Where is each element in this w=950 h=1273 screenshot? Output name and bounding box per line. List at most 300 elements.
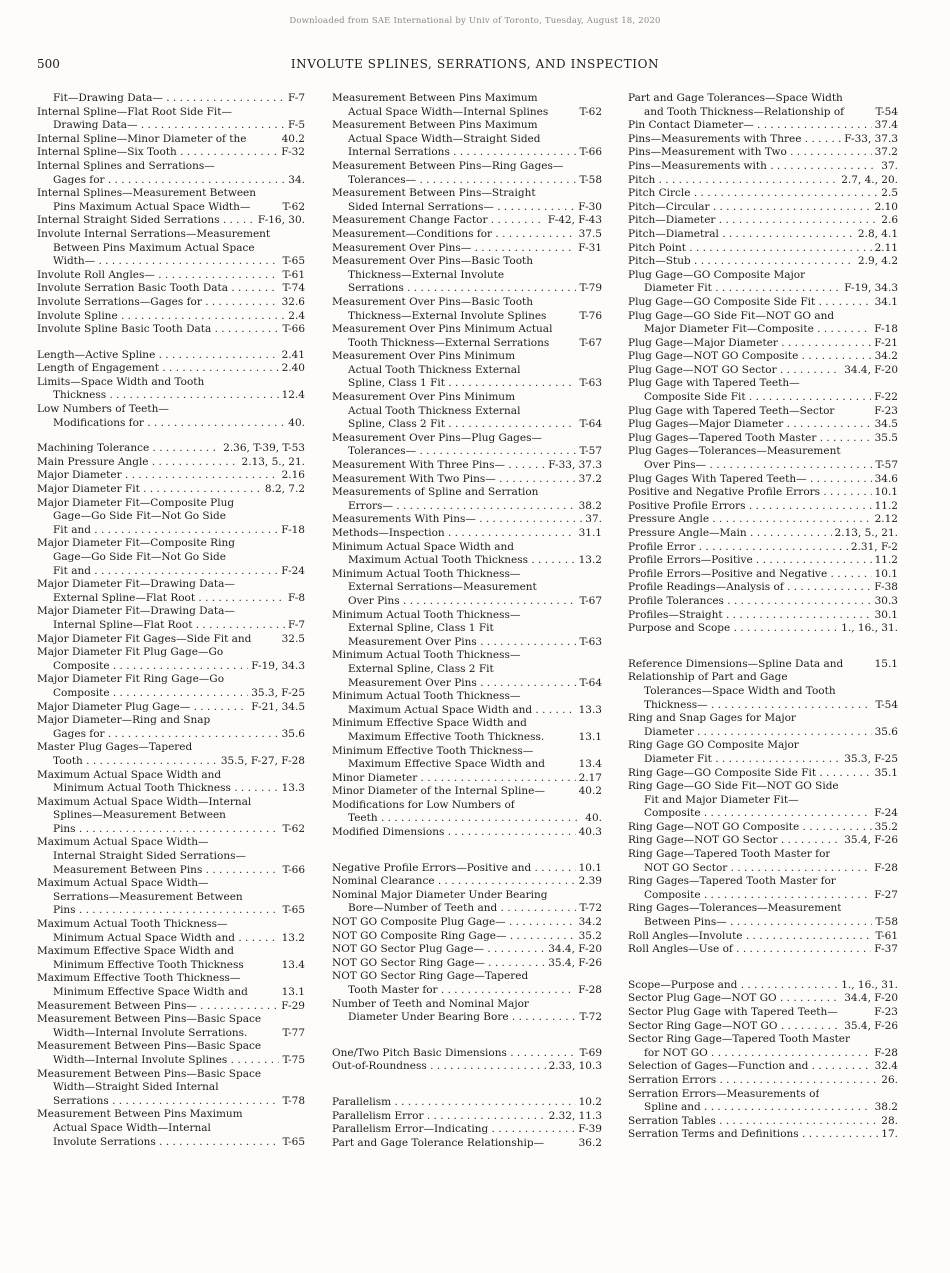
index-entry bbox=[628, 228, 898, 242]
index-entry bbox=[332, 930, 602, 944]
index-entry-text: External Spline—Flat Root . . . bbox=[53, 592, 285, 606]
index-entry-page: T-67 bbox=[579, 336, 602, 349]
index-entry bbox=[628, 568, 898, 582]
index-entry bbox=[628, 500, 898, 514]
index-entry-text: Plug Gages—Tolerances—Measurement bbox=[628, 445, 841, 458]
index-entry-text: Part and Gage Tolerance Relationship— bbox=[332, 1136, 545, 1149]
index-entry-page: 31.1 bbox=[578, 527, 602, 539]
index-entry-text: Plug Gage with Tapered Teeth—Sector bbox=[628, 404, 835, 417]
index-entry bbox=[37, 146, 305, 160]
index-entry-text: Plug Gage with Tapered Teeth— bbox=[628, 377, 800, 390]
index-entry-page: 35.6 bbox=[281, 727, 305, 740]
index-entry-text: Measurement Between Pins—Basic Space bbox=[37, 1013, 262, 1026]
index-entry bbox=[332, 799, 602, 826]
index-entry-page: 2.12 bbox=[874, 513, 898, 526]
index-entry-text: Involute Serrations . . . bbox=[53, 1136, 279, 1150]
index-entry-text: Composite . . . bbox=[644, 807, 871, 821]
index-entry-page: T-58 bbox=[579, 173, 602, 186]
index-entry-page: 15.1 bbox=[874, 657, 898, 670]
index-entry bbox=[332, 391, 602, 432]
index-entry-text: Teeth . . . bbox=[348, 812, 582, 826]
index-entry-page: 35.4, F-26 bbox=[548, 956, 602, 969]
index-entry-page: F-18 bbox=[281, 523, 305, 536]
index-entry-text: NOT GO Composite Ring Gage— . . . bbox=[332, 930, 576, 944]
index-entry-text: Relationship of Part and Gage bbox=[628, 671, 788, 684]
section-gap bbox=[37, 337, 305, 349]
index-entry-text: Positive Profile Errors . . . bbox=[628, 500, 872, 514]
index-entry-text: Plug Gage—NOT GO Composite . . . bbox=[628, 350, 872, 364]
index-entry-text: Spline, Class 2 Fit . . . bbox=[348, 418, 576, 432]
index-entry bbox=[628, 1060, 898, 1074]
index-entry-page: T-72 bbox=[579, 1011, 602, 1024]
index-entry-text: Gage—Go Side Fit—Not Go Side bbox=[53, 551, 226, 563]
index-entry-page: 40. bbox=[288, 416, 305, 429]
index-entry-page: T-65 bbox=[282, 1135, 305, 1148]
index-entry-text: Pitch Circle . . . bbox=[628, 187, 878, 201]
index-entry-text: Maximum Actual Space Width— bbox=[37, 877, 209, 890]
index-entry-text: Pins—Measurements with . . . bbox=[628, 160, 878, 174]
index-entry-page: 10.1 bbox=[874, 567, 898, 580]
index-entry-text: Ring Gage—Tapered Tooth Master for bbox=[628, 848, 831, 861]
index-entry-text: Parallelism Error—Indicating . . . bbox=[332, 1123, 575, 1137]
index-entry-text: Major Diameter . . . bbox=[37, 469, 279, 483]
index-entry bbox=[37, 741, 305, 768]
index-entry-text: Internal Spline—Six Tooth . . . bbox=[37, 146, 278, 160]
index-entry bbox=[628, 418, 898, 432]
index-entry bbox=[332, 350, 602, 391]
index-entry bbox=[628, 432, 898, 446]
index-entry-page: 35.5 bbox=[874, 431, 898, 444]
index-entry bbox=[37, 769, 305, 796]
index-entry-page: F-31 bbox=[578, 241, 602, 254]
index-entry bbox=[37, 296, 305, 310]
index-entry-text: Width—Straight Sided Internal bbox=[53, 1081, 219, 1094]
index-entry bbox=[628, 1006, 898, 1020]
index-entry-text: Diameter Under Bearing Bore . . . bbox=[348, 1011, 576, 1025]
index-entry bbox=[628, 296, 898, 310]
index-entry-page: F-33, 37.3 bbox=[844, 132, 898, 145]
index-entry bbox=[37, 310, 305, 324]
index-entry bbox=[37, 1013, 305, 1040]
index-entry-page: T-69 bbox=[579, 1046, 602, 1059]
index-entry-text: Parallelism . . . bbox=[332, 1096, 576, 1110]
index-entry-text: Out-of-Roundness . . . bbox=[332, 1060, 546, 1074]
index-entry-text: Tooth . . . bbox=[53, 755, 218, 769]
index-entry-text: Over Pins . . . bbox=[348, 595, 576, 609]
index-entry-text: Limits—Space Width and Tooth bbox=[37, 375, 205, 388]
index-entry bbox=[628, 146, 898, 160]
index-entry-text: Composite . . . bbox=[53, 687, 248, 701]
index-entry bbox=[332, 214, 602, 228]
index-entry-page: 40.3 bbox=[578, 826, 602, 839]
index-entry-text: Measurement Over Pins Minimum Actual bbox=[332, 323, 553, 336]
index-entry-page: 34.4, F-20 bbox=[844, 992, 898, 1005]
index-entry-text: Minor Diameter of the Internal Spline— bbox=[332, 785, 545, 798]
index-entry bbox=[628, 473, 898, 487]
index-entry bbox=[628, 979, 898, 993]
index-entry-page: T-64 bbox=[579, 418, 602, 431]
index-entry-page: F-29 bbox=[281, 999, 305, 1012]
index-entry bbox=[332, 459, 602, 473]
index-entry-page: 35.6 bbox=[874, 725, 898, 738]
index-entry-text: Tolerances—Space Width and Tooth bbox=[644, 684, 836, 697]
index-entry bbox=[628, 201, 898, 215]
index-entry bbox=[628, 486, 898, 500]
index-entry-page: F-23 bbox=[874, 1006, 898, 1018]
index-entry-text: Major Diameter Fit Ring Gage—Go bbox=[37, 673, 225, 686]
index-entry-text: Length—Active Spline . . . bbox=[37, 349, 279, 363]
index-entry-text: Measurement Change Factor . . . bbox=[332, 214, 545, 228]
index-entry bbox=[37, 160, 305, 187]
index-entry-page: 2.9, 4.2 bbox=[857, 255, 898, 268]
index-entry bbox=[628, 119, 898, 133]
index-entry-text: and Tooth Thickness—Relationship of bbox=[644, 105, 845, 118]
index-entry-text: Maximum Effective Tooth Thickness— bbox=[37, 972, 241, 985]
index-entry bbox=[332, 541, 602, 568]
index-entry bbox=[332, 323, 602, 350]
index-entry bbox=[332, 187, 602, 214]
index-entry-page: F-7 bbox=[287, 92, 305, 104]
index-entry bbox=[37, 633, 305, 647]
index-entry-page: F-42, F-43 bbox=[547, 214, 602, 227]
index-entry-text: Major Diameter Fit—Drawing Data— bbox=[37, 578, 235, 591]
index-entry bbox=[37, 945, 305, 972]
index-entry-text: Maximum Actual Tooth Thickness . . . bbox=[348, 554, 576, 568]
index-entry bbox=[37, 836, 305, 877]
index-entry bbox=[37, 456, 305, 470]
index-entry-page: T-62 bbox=[579, 105, 602, 118]
index-entry-text: Sector Ring Gage—NOT GO . . . bbox=[628, 1020, 841, 1034]
index-entry bbox=[628, 364, 898, 378]
index-entry-page: T-72 bbox=[579, 902, 602, 915]
index-entry-text: Thickness—External Involute Splines bbox=[348, 309, 547, 322]
index-entry-page: F-8 bbox=[287, 591, 305, 604]
index-entry-text: Purpose and Scope . . . bbox=[628, 622, 838, 636]
index-entry-page: T-74 bbox=[282, 282, 305, 295]
index-entry-text: Between Pins Maximum Actual Space bbox=[53, 241, 255, 254]
index-entry bbox=[332, 785, 602, 799]
index-entry-text: Fit and . . . bbox=[53, 565, 278, 579]
index-entry bbox=[628, 767, 898, 781]
index-entry-text: Pins—Measurements with Three . . . bbox=[628, 133, 841, 147]
index-entry-text: Plug Gage—Major Diameter . . . bbox=[628, 337, 871, 351]
index-entry-text: Modifications for Low Numbers of bbox=[332, 798, 515, 811]
index-entry bbox=[332, 527, 602, 541]
index-entry-text: Major Diameter Fit—Composite . . . bbox=[644, 323, 871, 337]
index-entry bbox=[37, 605, 305, 632]
index-entry-page: 37.2 bbox=[578, 472, 602, 485]
index-entry-text: Major Diameter Fit . . . bbox=[37, 483, 262, 497]
index-entry-page: 34.5 bbox=[874, 418, 898, 431]
index-entry bbox=[628, 174, 898, 188]
index-entry-page: T-77 bbox=[282, 1026, 305, 1039]
index-entry bbox=[628, 930, 898, 944]
index-entry-page: 2.41 bbox=[281, 348, 305, 361]
index-entry bbox=[332, 826, 602, 840]
index-entry bbox=[37, 133, 305, 147]
index-entry-page: T-66 bbox=[282, 323, 305, 336]
index-entry-text: Minimum Effective Space Width and bbox=[53, 986, 248, 998]
index-entry-page: 13.4 bbox=[281, 958, 305, 971]
index-entry-text: Pitch—Diameter . . . bbox=[628, 214, 878, 228]
index-entry-page: 40.2 bbox=[281, 132, 305, 145]
index-entry-page: T-54 bbox=[875, 698, 898, 711]
index-entry-page: 36.2 bbox=[578, 1136, 602, 1149]
index-entry-text: Parallelism Error . . . bbox=[332, 1110, 546, 1124]
index-entry bbox=[628, 943, 898, 957]
index-entry-text: Serration Errors—Measurements of bbox=[628, 1087, 820, 1100]
index-entry-text: Serrations . . . bbox=[348, 282, 576, 296]
index-entry bbox=[628, 554, 898, 568]
index-entry bbox=[332, 1047, 602, 1061]
index-entry-page: 2.17 bbox=[578, 771, 602, 784]
index-entry-text: Tolerances— . . . bbox=[348, 445, 576, 459]
index-entry-page: 34.6 bbox=[874, 472, 898, 485]
index-entry-page: 37. bbox=[881, 159, 898, 172]
index-entry-text: Pins Maximum Actual Space Width— bbox=[53, 200, 251, 213]
index-entry-text: Serration Errors . . . bbox=[628, 1074, 878, 1088]
index-entry-text: Ring Gage—GO Side Fit—NOT GO Side bbox=[628, 780, 839, 793]
index-entry-text: Measurement Between Pins Maximum bbox=[37, 1108, 243, 1121]
index-entry-page: 35.1 bbox=[874, 766, 898, 779]
index-entry bbox=[628, 581, 898, 595]
index-entry-text: Measurement Between Pins . . . bbox=[53, 864, 279, 878]
index-entry-page: F-30 bbox=[578, 200, 602, 213]
index-entry bbox=[37, 483, 305, 497]
index-entry-text: Minimum Actual Tooth Thickness— bbox=[332, 567, 521, 580]
index-entry-page: 13.2 bbox=[578, 554, 602, 567]
index-entry-text: Width— . . . bbox=[53, 255, 279, 269]
index-entry bbox=[628, 595, 898, 609]
index-entry bbox=[37, 269, 305, 283]
index-entry-page: 2.39 bbox=[578, 875, 602, 888]
index-entry bbox=[37, 497, 305, 538]
index-entry bbox=[628, 350, 898, 364]
index-entry-page: T-66 bbox=[282, 863, 305, 876]
index-entry-page: 30.3 bbox=[874, 594, 898, 607]
index-entry-text: Tolerances— . . . bbox=[348, 174, 576, 188]
index-entry-page: 35.3, F-25 bbox=[844, 752, 898, 765]
index-entry-page: 32.6 bbox=[281, 295, 305, 308]
index-entry-text: Methods—Inspection . . . bbox=[332, 527, 576, 541]
index-entry-text: Pin Contact Diameter— . . . bbox=[628, 119, 872, 133]
index-entry-text: Measurement Over Pins— . . . bbox=[332, 242, 575, 256]
index-entry-text: Master Plug Gages—Tapered bbox=[37, 741, 193, 754]
index-entry bbox=[37, 214, 305, 228]
index-entry-text: Sided Internal Serrations— . . . bbox=[348, 201, 575, 215]
page-number: 500 bbox=[37, 57, 60, 71]
index-column-2 bbox=[332, 92, 602, 1150]
index-entry bbox=[37, 282, 305, 296]
index-entry bbox=[332, 649, 602, 690]
index-entry bbox=[628, 622, 898, 636]
index-entry bbox=[332, 228, 602, 242]
index-entry-page: T-66 bbox=[579, 146, 602, 159]
index-entry-text: Minimum Actual Space Width and bbox=[332, 540, 515, 553]
index-entry-text: Maximum Effective Space Width and bbox=[348, 758, 545, 771]
index-entry bbox=[37, 1040, 305, 1067]
index-entry-text: Measurements of Spline and Serration bbox=[332, 486, 539, 499]
index-entry-page: 2.36, T-39, T-53 bbox=[223, 442, 305, 455]
index-entry-text: for NOT GO . . . bbox=[644, 1047, 871, 1061]
index-entry-text: Major Diameter Fit Plug Gage—Go bbox=[37, 646, 224, 659]
index-entry bbox=[332, 473, 602, 487]
index-entry bbox=[332, 432, 602, 459]
index-entry-page: T-65 bbox=[282, 904, 305, 917]
index-entry bbox=[37, 403, 305, 430]
index-entry bbox=[628, 255, 898, 269]
index-entry-page: 30.1 bbox=[874, 608, 898, 621]
index-entry-text: Ring Gages—Tapered Tooth Master for bbox=[628, 875, 836, 888]
index-column-3 bbox=[628, 92, 898, 1142]
index-entry bbox=[628, 445, 898, 472]
index-entry-text: Length of Engagement . . . bbox=[37, 362, 279, 376]
index-entry bbox=[332, 970, 602, 997]
index-entry-text: Profiles—Straight . . . bbox=[628, 609, 872, 623]
index-entry-page: F-37 bbox=[874, 943, 898, 956]
index-entry-page: T-67 bbox=[579, 594, 602, 607]
index-entry-page: 2.13, 5., 21. bbox=[834, 527, 898, 539]
index-entry-text: Minimum Effective Space Width and bbox=[332, 717, 527, 730]
index-entry bbox=[628, 160, 898, 174]
index-entry-text: Positive and Negative Profile Errors . . . bbox=[628, 486, 872, 500]
index-entry bbox=[628, 739, 898, 766]
index-entry-page: 35.2 bbox=[578, 929, 602, 942]
index-entry-page: 1., 16., 31. bbox=[841, 622, 898, 635]
index-entry-text: Profile Errors—Positive . . . bbox=[628, 554, 872, 568]
index-entry bbox=[628, 337, 898, 351]
index-entry-text: Measurement Between Pins Maximum bbox=[332, 119, 538, 132]
index-entry-page: 38.2 bbox=[578, 499, 602, 512]
index-entry bbox=[332, 889, 602, 916]
index-entry bbox=[628, 834, 898, 848]
index-entry bbox=[37, 442, 305, 456]
index-entry bbox=[628, 848, 898, 875]
index-entry bbox=[332, 875, 602, 889]
index-entry-page: T-61 bbox=[875, 929, 898, 942]
index-entry-page: F-16, 30. bbox=[257, 214, 305, 227]
index-entry bbox=[628, 992, 898, 1006]
index-entry bbox=[332, 943, 602, 957]
index-entry-text: Measurement Over Pins Minimum bbox=[332, 391, 516, 404]
index-entry-text: Involute Roll Angles— . . . bbox=[37, 269, 279, 283]
index-entry bbox=[628, 658, 898, 672]
index-entry-text: Diameter Fit . . . bbox=[644, 753, 841, 767]
index-entry bbox=[332, 160, 602, 187]
index-entry-page: 35.4, F-26 bbox=[844, 834, 898, 847]
index-entry bbox=[628, 214, 898, 228]
index-entry-text: Machining Tolerance . . . bbox=[37, 442, 220, 456]
index-entry-text: Thickness—External Involute bbox=[348, 268, 505, 281]
index-entry-text: Nominal Major Diameter Under Bearing bbox=[332, 888, 548, 901]
index-entry-text: Drawing Data— . . . bbox=[53, 119, 285, 133]
index-entry-text: Diameter . . . bbox=[644, 726, 872, 740]
index-entry-text: Measurement Between Pins—Ring Gages— bbox=[332, 159, 564, 172]
index-entry-page: F-19, 34.3 bbox=[251, 659, 305, 672]
index-entry-text: NOT GO Sector . . . bbox=[644, 862, 871, 876]
index-entry-text: Profile Readings—Analysis of . . . bbox=[628, 581, 871, 595]
index-entry-page: 2.40 bbox=[281, 362, 305, 375]
index-entry-text: Modified Dimensions . . . bbox=[332, 826, 576, 840]
index-entry-page: 37. bbox=[585, 513, 602, 526]
index-entry-text: Fit and Major Diameter Fit— bbox=[644, 793, 799, 806]
index-entry-text: Actual Space Width—Internal Splines bbox=[348, 105, 549, 118]
index-entry-text: Involute Spline Basic Tooth Data . . . bbox=[37, 323, 279, 337]
index-entry-page: T-54 bbox=[875, 105, 898, 118]
index-entry-page: T-78 bbox=[282, 1094, 305, 1107]
index-entry-page: 2.31, F-2 bbox=[850, 540, 898, 553]
index-entry-page: F-27 bbox=[874, 888, 898, 901]
index-entry-page: 13.3 bbox=[578, 703, 602, 716]
index-entry-text: Reference Dimensions—Spline Data and bbox=[628, 657, 844, 670]
index-entry bbox=[628, 875, 898, 902]
index-entry bbox=[37, 106, 305, 133]
index-entry bbox=[628, 541, 898, 555]
index-entry-text: Actual Tooth Thickness External bbox=[348, 404, 521, 417]
index-entry-text: Ring and Snap Gages for Major bbox=[628, 712, 796, 725]
index-entry-page: 13.4 bbox=[578, 758, 602, 771]
index-entry bbox=[37, 362, 305, 376]
index-entry-text: Errors— . . . bbox=[348, 500, 576, 514]
index-entry bbox=[332, 862, 602, 876]
index-entry-text: Actual Tooth Thickness External bbox=[348, 363, 521, 376]
index-entry bbox=[628, 902, 898, 929]
index-entry-page: T-76 bbox=[579, 309, 602, 322]
index-entry bbox=[332, 745, 602, 772]
index-entry-page: 34.1 bbox=[874, 295, 898, 308]
index-entry-page: T-62 bbox=[282, 822, 305, 835]
index-entry-page: 2.5 bbox=[881, 187, 898, 200]
index-entry-text: Plug Gage—GO Composite Side Fit . . . bbox=[628, 296, 872, 310]
index-entry bbox=[628, 92, 898, 119]
section-gap bbox=[332, 840, 602, 862]
index-entry bbox=[37, 349, 305, 363]
index-entry-text: Internal Serrations . . . bbox=[348, 146, 576, 160]
index-entry-text: Thickness— . . . bbox=[644, 699, 872, 713]
index-entry-text: Between Pins— . . . bbox=[644, 916, 872, 930]
section-gap bbox=[628, 636, 898, 658]
index-entry-text: Measurement Over Pins . . . bbox=[348, 677, 576, 691]
index-entry bbox=[628, 1033, 898, 1060]
index-entry-page: 2.13, 5., 21. bbox=[241, 455, 305, 468]
index-entry bbox=[332, 717, 602, 744]
index-entry-page: F-32 bbox=[281, 146, 305, 159]
index-entry-text: Serration Tables . . . bbox=[628, 1115, 878, 1129]
index-entry-page: 40.2 bbox=[578, 785, 602, 798]
index-entry-page: 2.4 bbox=[288, 309, 305, 322]
index-entry-text: Internal Splines and Serrations— bbox=[37, 159, 215, 172]
index-entry-page: T-57 bbox=[875, 459, 898, 472]
index-entry-text: Sector Ring Gage—Tapered Tooth Master bbox=[628, 1033, 851, 1046]
index-entry-page: T-63 bbox=[579, 635, 602, 648]
index-entry-text: Minimum Actual Tooth Thickness— bbox=[332, 690, 521, 703]
index-entry bbox=[332, 1123, 602, 1137]
index-entry-text: Internal Straight Sided Serrations— bbox=[53, 850, 246, 863]
index-entry bbox=[332, 92, 602, 119]
index-entry-text: Actual Space Width—Straight Sided bbox=[348, 132, 541, 145]
index-entry-page: 37.4 bbox=[874, 119, 898, 132]
index-entry-text: Actual Space Width—Internal bbox=[53, 1121, 211, 1134]
index-entry-text: Measurement With Three Pins— . . . bbox=[332, 459, 545, 473]
index-entry-text: Pitch . . . bbox=[628, 174, 838, 188]
index-entry bbox=[37, 972, 305, 999]
index-entry-text: Internal Spline—Flat Root Side Fit— bbox=[37, 105, 232, 118]
index-entry-text: Selection of Gages—Function and . . . bbox=[628, 1060, 872, 1074]
index-entry-page: 13.2 bbox=[281, 931, 305, 944]
index-entry bbox=[37, 469, 305, 483]
index-entry-text: Sector Plug Gage with Tapered Teeth— bbox=[628, 1006, 838, 1018]
index-entry-text: Measurement Between Pins Maximum bbox=[332, 92, 538, 104]
